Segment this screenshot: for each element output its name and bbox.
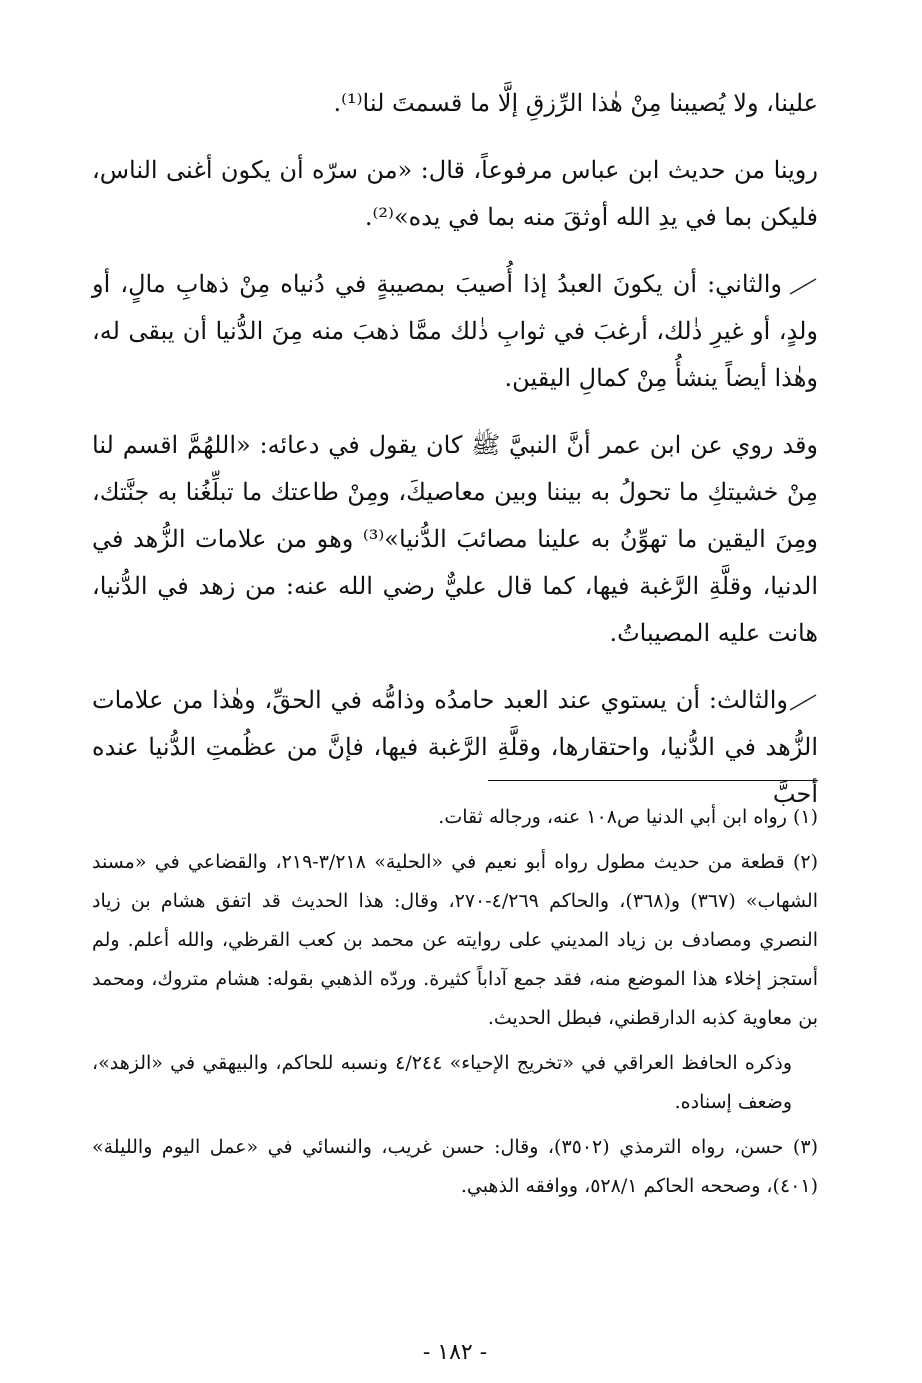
page-body [92, 80, 819, 1365]
paragraph-4: وقد روي عن ابن عمر أنَّ النبيَّ ﷺ كان يقول في دعائه: «اللهُمَّ اقسم لنا مِنْ خشيتكِ ما تحولُ به بيننا وبين معاصيكَ، ومِنْ طاعتك ما تبلِّغُنا به جنَّتك، ومِنَ اليقين ما تهوِّنُ به علينا مصائبَ الدُّنيا»⁽³⁾ وهو من علامات الزُّهد في الدنيا، وقلَّةِ الرَّغبة فيها، كما قال عليٌّ رضي الله عنه: من زهد في الدُّنيا، هانت عليه المصيباتُ. [92, 431, 819, 647]
margin-mark-icon [788, 692, 818, 712]
paragraph-2: روينا من حديث ابن عباس مرفوعاً، قال: «من سرّه أن يكون أغنى الناس، فليكن بما في يدِ الله أوثقَ منه بما في يده»⁽²⁾. [92, 156, 818, 231]
paragraph-5: والثالث: أن يستوي عند العبد حامدُه وذامُّه في الحقِّ، وهٰذا من علامات الزُّهد في الدُّنيا، واحتقارها، وقلَّةِ الرَّغبة فيها، فإنَّ من عظُمتِ الدُّنيا عنده أحبَّ [92, 686, 818, 808]
page-number: - ١٨٢ - [422, 1340, 488, 1365]
paragraph-3: والثاني: أن يكونَ العبدُ إذا أُصيبَ بمصيبةٍ في دُنياه مِنْ ذهابِ مالٍ، أو ولدٍ، أو غيرِ ذٰلك، أرغبَ في ثوابِ ذٰلك ممَّا ذهبَ منه مِنَ الدُّنيا أن يبقى له، وهٰذا أيضاً ينشأُ مِنْ كمالِ اليقين. [92, 270, 818, 392]
margin-mark-icon [788, 276, 818, 296]
footnote-2: (٢) قطعة من حديث مطول رواه أبو نعيم في «الحلية» ٣/٢١٨-٢١٩، والقضاعي في «مسند الشهاب» (٣٦٧) و(٣٦٨)، والحاكم ٤/٢٦٩-٢٧٠، وقال: هذا الحديث قد اتفق هشام بن زياد النصري ومصادف بن زياد المديني على روايته عن محمد بن كعب القرظي، والله أعلم. ولم أستجز إخلاء هذا الموضع منه، فقد جمع آداباً كثيرة. وردّه الذهبي بقوله: هشام متروك، ومحمد بن معاوية كذبه الدارقطني، فبطل الحديث. [92, 851, 819, 1029]
paragraph-1: علينا، ولا يُصيبنا مِنْ هٰذا الرِّزقِ إلَّا ما قسمتَ لنا⁽¹⁾. [333, 89, 818, 117]
footnote-separator [488, 780, 818, 781]
paragraph-5-wrap [92, 677, 818, 818]
footnote-3: (٣) حسن، رواه الترمذي (٣٥٠٢)، وقال: حسن غريب، والنسائي في «عمل اليوم والليلة» (٤٠١)، وصححه الحاكم ٥٢٨/١، ووافقه الذهبي. [92, 1136, 818, 1197]
footnotes [92, 798, 818, 1212]
paragraph-3-wrap [92, 261, 818, 402]
footnote-1: (١) رواه ابن أبي الدنيا ص١٠٨ عنه، ورجاله ثقات. [438, 806, 818, 828]
footnote-2-continued: وذكره الحافظ العراقي في «تخريج الإحياء» ٤/٢٤٤ ونسبه للحاكم، والبيهقي في «الزهد»، وضعف إسناده. [92, 1052, 792, 1113]
